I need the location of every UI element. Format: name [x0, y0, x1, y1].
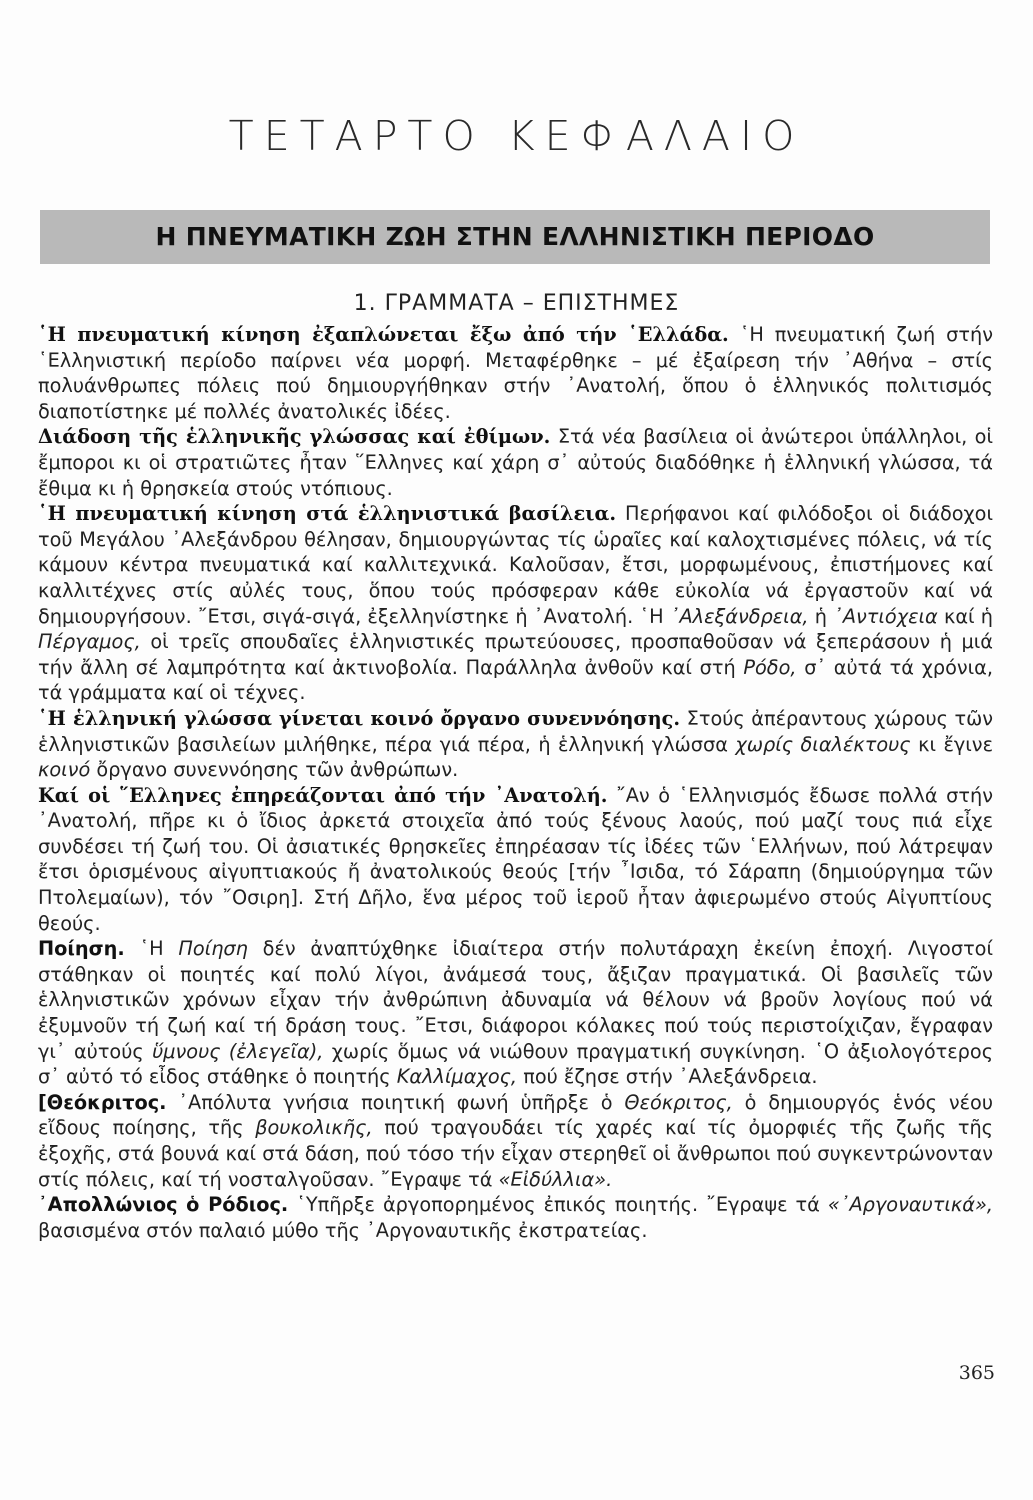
paragraph-text: Στά νέα βασίλεια οἱ ἀνώτεροι ὑπάλληλοι, οἱ ἔμποροι κι οἱ στρατιῶτες ἦταν ῞Ελληνες καί χάρη σ᾿ αὐτούς διαδόθηκε ἡ ἑλληνική γλώσσα, τά ἔθιμα κι ἡ θρησκεία στούς ντόπιους. — [38, 425, 993, 500]
paragraph-lead: ᾿Απολλώνιος ὁ Ρόδιος. — [38, 1193, 289, 1217]
paragraph-text: Περήφανοι καί φιλόδοξοι οἱ διάδοχοι τοῦ Μεγάλου ᾿Αλεξάνδρου θέλησαν, δημιουργώντας τίς ὡραῖες καί καλοχτισμένες πόλεις, νά τίς κάμουν κέντρα πνευματικά καί καλλιτεχνικά. Καλοῦσαν, ἔτσι, μορφωμένους, ἐπιστήμονες καί καλλιτέχνες στίς αὐλές τους, ὅπου τούς πρόσφεραν κάθε εὐκολία νά ἐργαστοῦν καί νά δημιουργήσουν. ῎Ετσι, σιγά-σιγά, ἐξελληνίστηκε ἡ ᾿Ανατολή. ῾Η — [38, 502, 993, 628]
italic-term: «Εἰδύλλια». — [498, 1167, 613, 1191]
paragraph-lead: Ποίηση. — [38, 937, 125, 961]
italic-term: χωρίς διαλέκτους — [735, 732, 911, 756]
paragraph-text: βασισμένα στόν παλαιό μύθο τῆς ᾿Αργοναυτικῆς ἐκστρατείας. — [38, 1218, 648, 1242]
banner-title: Η ΠΝΕΥΜΑΤΙΚΗ ΖΩΗ ΣΤΗΝ ΕΛΛΗΝΙΣΤΙΚΗ ΠΕΡΙΟΔΟ — [155, 222, 875, 251]
paragraph — [38, 1090, 993, 1192]
paragraph-text: δέν ἀναπτύχθηκε ἰδιαίτερα στήν πολυτάραχη ἐκείνη ἐποχή. Λιγοστοί στάθηκαν οἱ ποιητές καί πολύ λίγοι, ἀνάμεσά τους, ἄξιζαν πραγματικά. Οἱ βασιλεῖς τῶν ἑλληνιστικῶν χρόνων εἶχαν τήν ἀνθρώπινη ἀδυναμία νά θέλουν νά βροῦν λογίους πού νά ἐξυμνοῦν τή ζωή καί τή δράση τους. ῎Ετσι, διάφοροι κόλακες πού τούς περιστοίχιζαν, ἔγραφαν γι᾿ αὐτούς — [38, 937, 994, 1063]
paragraph-text: ῾Η πνευματική ζωή στήν ῾Ελληνιστική περίοδο παίρνει νέα μορφή. Μεταφέρθηκε – μέ ἐξαίρεση τήν ᾿Αθήνα – στίς πολυάνθρωπες πόλεις πού δημιουργήθηκαν στήν ᾿Ανατολή, ὅπου ὁ ἑλληνικός πολιτισμός διαποτίστηκε μέ πολλές ἀνατολικές ἰδέες. — [38, 323, 993, 423]
paragraph-lead: ῾Η πνευματική κίνηση ἐξαπλώνεται ἔξω ἀπό τήν ῾Ελλάδα. — [38, 323, 729, 346]
paragraph — [38, 501, 993, 706]
italic-term: Θεόκριτος, — [624, 1090, 733, 1114]
paragraph — [38, 783, 993, 937]
italic-term: Πέργαμος, — [38, 630, 141, 654]
paragraph-text: ὁ δημιουργός ἑνός νέου εἴδους ποίησης, τῆς — [38, 1090, 993, 1140]
chapter-banner — [40, 210, 990, 264]
italic-term: ᾿Αντιόχεια — [833, 604, 938, 628]
paragraph — [38, 1192, 993, 1243]
italic-term: «᾿Αργοναυτικά», — [827, 1193, 993, 1217]
paragraph-text: ἡ — [808, 604, 834, 628]
paragraph-text: κι ἔγινε — [910, 732, 993, 756]
section-heading: 1. ΓΡΑΜΜΑΤΑ – ΕΠΙΣΤΗΜΕΣ — [353, 291, 680, 316]
paragraph-text: ῾Υπῆρξε ἀργοπορημένος ἐπικός ποιητής. ῎Εγραψε τά — [288, 1193, 828, 1217]
italic-term: ᾿Αλεξάνδρεια, — [669, 604, 809, 628]
paragraph-text: καί ἡ — [937, 604, 993, 628]
italic-term: βουκολικῆς, — [255, 1116, 373, 1140]
italic-term: Ποίηση — [178, 937, 248, 961]
paragraph-lead: ῾Η πνευματική κίνηση στά ἑλληνιστικά βασίλεια. — [38, 502, 617, 526]
paragraph — [38, 424, 993, 501]
paragraph — [38, 322, 993, 424]
italic-term: κοινό — [38, 758, 91, 782]
italic-term: Καλλίμαχος, — [396, 1065, 518, 1089]
chapter-title: ΤΕΤΑΡΤΟ ΚΕΦΑΛΑΙΟ — [228, 112, 805, 160]
paragraph-lead: Καί οἱ ῞Ελληνες ἐπηρεάζονται ἀπό τήν ᾿Ανατολή. — [38, 783, 608, 807]
paragraph — [38, 936, 993, 1090]
paragraph-text: οἱ τρεῖς σπουδαῖες ἑλληνιστικές πρωτεύουσες, προσπαθοῦσαν νά ξεπεράσουν ἡ μιά τήν ἄλλη σέ λαμπρότητα καί ἀκτινοβολία. Παράλληλα ἀνθοῦν καί στή — [38, 630, 993, 679]
paragraph-text: σ᾿ αὐτά τά χρόνια, τά γράμματα καί οἱ τέχνες. — [38, 655, 993, 705]
paragraph — [38, 706, 993, 783]
italic-term: Ρόδο, — [743, 655, 797, 679]
paragraph-lead: [Θεόκριτος. — [38, 1090, 167, 1114]
paragraph-text: ὄργανο συνεννόησης τῶν ἀνθρώπων. — [90, 758, 459, 782]
paragraph-text: πού τραγουδάει τίς χαρές καί τίς ὀμορφιές τῆς ζωῆς τῆς ἐξοχῆς, στά βουνά καί στά δάση, πού τόσο τήν εἶχαν στερηθεῖ οἱ ἄνθρωποι πού συγκεντρώνονταν στίς πόλεις, καί τή νοσταλγοῦσαν. ῎Εγραψε τά — [38, 1116, 993, 1191]
paragraph-text: ῎Αν ὁ ῾Ελληνισμός ἔδωσε πολλά στήν ᾿Ανατολή, πῆρε κι ὁ ἴδιος ἀρκετά στοιχεῖα ἀπό τούς ξένους λαούς, πού μαζί τους πιά εἶχε συνδέσει τή ζωή του. Οἱ ἀσιατικές θρησκεῖες ἐπηρέασαν τίς ἰδέες τῶν ῾Ελλήνων, πού λάτρεψαν ἔτσι ὁρισμένους αἰγυπτιακούς ἤ ἀνατολικούς θεούς [τήν ῏Ισιδα, τό Σάραπη (δημιούργημα τῶν Πτολεμαίων), τόν ῎Οσιρη]. Στή Δῆλο, ἕνα μέρος τοῦ ἱεροῦ ἦταν ἀφιερωμένο στούς Αἰγυπτίους θεούς. — [38, 783, 993, 935]
paragraph-text: ᾿Απόλυτα γνήσια ποιητική φωνή ὑπῆρξε ὁ — [166, 1090, 625, 1114]
paragraph-lead: Διάδοση τῆς ἑλληνικῆς γλώσσας καί ἐθίμων. — [38, 425, 551, 449]
paragraph-text: Στούς ἀπέραντους χώρους τῶν ἑλληνιστικῶν βασιλείων μιλήθηκε, πέρα γιά πέρα, ἡ ἑλληνική γλώσσα — [38, 706, 993, 756]
paragraph-text: πού ἔζησε στήν ᾿Αλεξάνδρεια. — [517, 1065, 818, 1089]
body-text — [38, 322, 993, 1243]
paragraph-lead: ῾Η ἑλληνική γλώσσα γίνεται κοινό ὄργανο συνεννόησης. — [38, 706, 681, 730]
paragraph-text: χωρίς ὅμως νά νιώθουν πραγματική συγκίνηση. ῾Ο ἀξιολογότερος σ᾿ αὐτό τό εἶδος στάθηκε ὁ ποιητής — [38, 1039, 994, 1089]
paragraph-text: ῾Η — [124, 937, 179, 961]
italic-term: ὕμνους (ἐλεγεῖα), — [152, 1039, 324, 1063]
page-number: 365 — [958, 1362, 995, 1384]
